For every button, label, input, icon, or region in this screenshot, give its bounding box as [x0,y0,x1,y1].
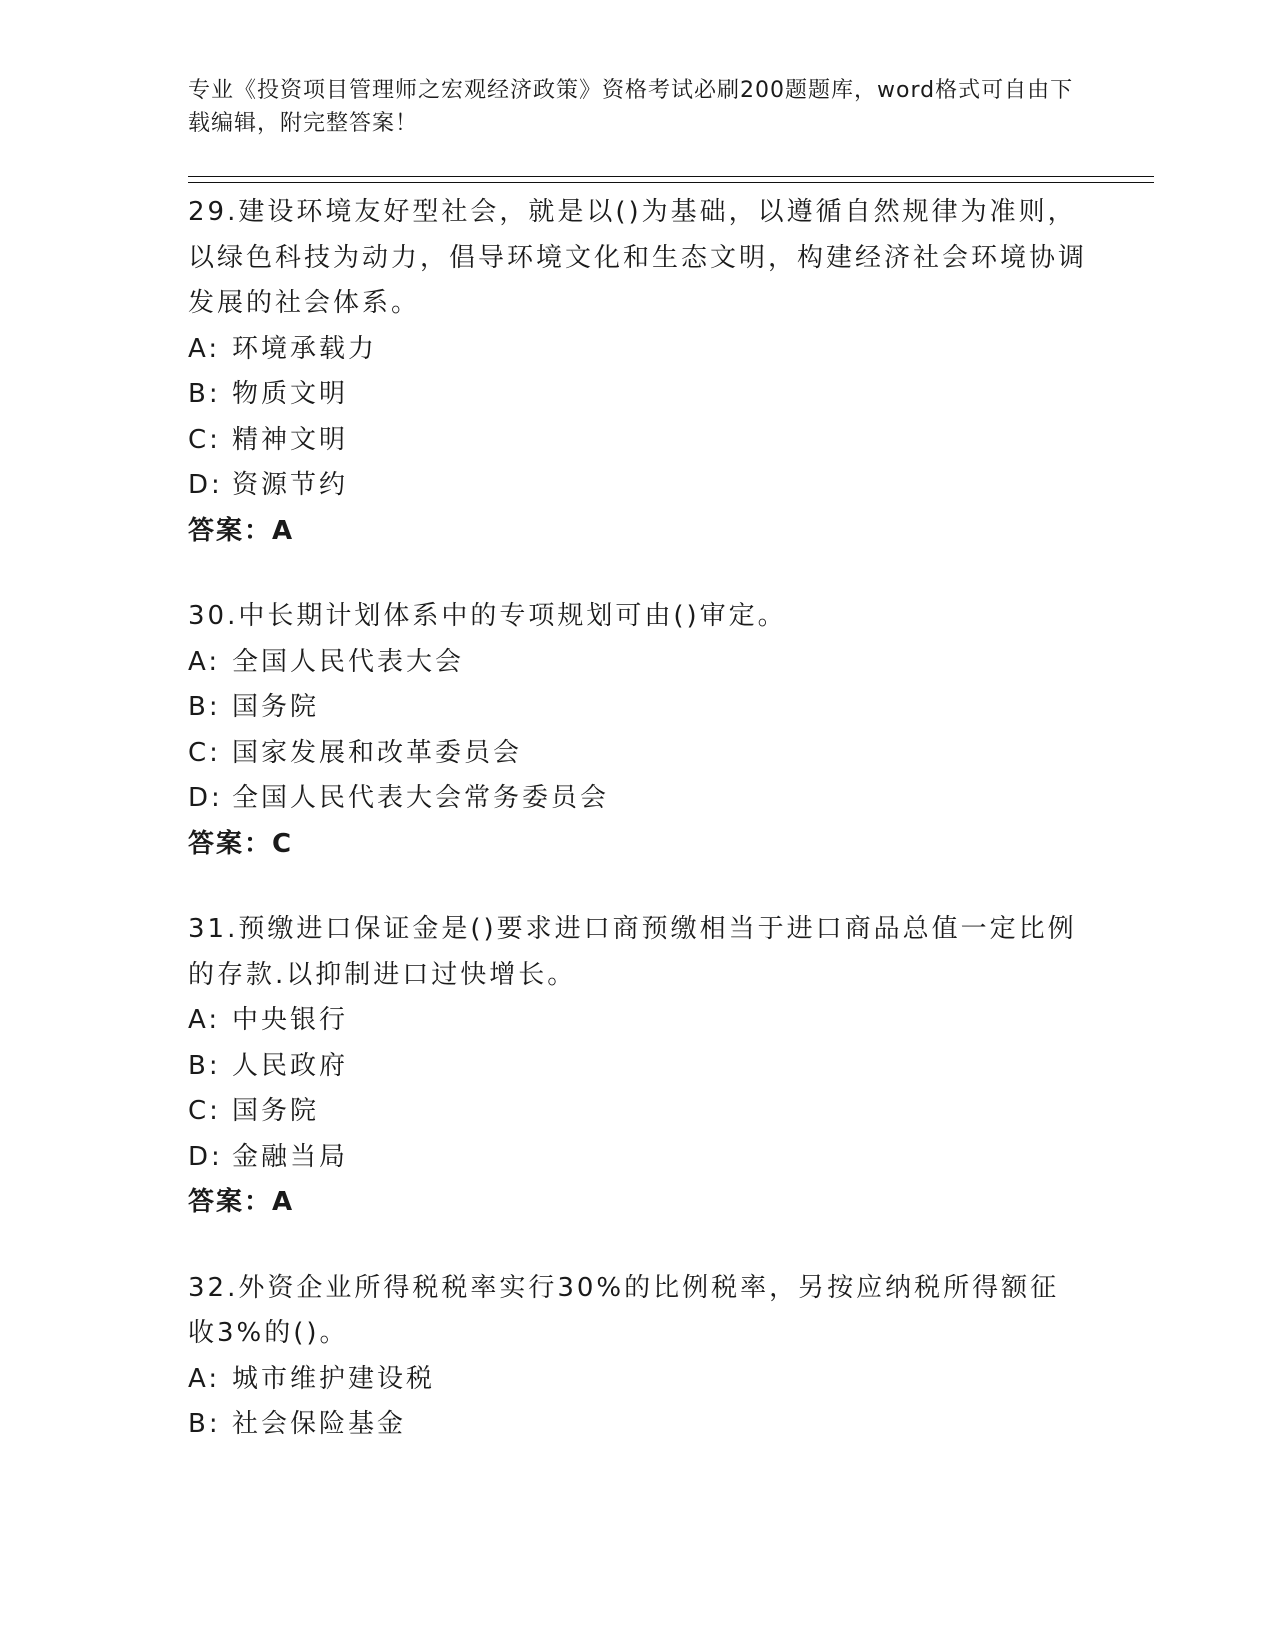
option-text: 环境承载力 [232,333,378,364]
option-b [188,1402,1088,1448]
option-text: 金融当局 [232,1141,349,1172]
option-text: 国务院 [232,1096,320,1126]
question-31 [188,907,1088,1226]
option-c [188,731,1088,777]
option-key: C: [188,1096,221,1126]
option-text: 全国人民代表大会常务委员会 [232,783,610,813]
option-text: 城市维护建设税 [232,1363,436,1394]
header-divider-bottom [188,182,1154,183]
option-text: 中央银行 [232,1005,349,1035]
option-d [188,463,1088,509]
option-text: 精神文明 [232,424,349,455]
option-text: 国家发展和改革委员会 [232,737,523,768]
question-stem: 29.建设环境友好型社会，就是以()为基础，以遵循自然规律为准则，以绿色科技为动力，倡导环境文化和生态文明，构建经济社会环境协调发展的社会体系。 [188,197,1088,318]
option-key: C: [188,737,221,768]
option-key: D: [188,1141,223,1172]
option-c [188,418,1088,464]
question-stem: 32.外资企业所得税税率实行30%的比例税率，另按应纳税所得额征收3%的()。 [188,1272,1060,1348]
option-text: 全国人民代表大会 [232,646,465,677]
option-b [188,372,1088,418]
option-a [188,1357,1088,1403]
answer-line: 答案：A [188,515,295,546]
option-key: A: [188,333,221,364]
question-list [188,190,1088,1488]
option-b [188,685,1088,731]
option-a [188,998,1088,1044]
option-text: 国务院 [232,692,320,722]
option-a [188,327,1088,373]
option-key: B: [188,379,221,409]
option-text: 社会保险基金 [232,1409,407,1439]
option-key: B: [188,1050,221,1081]
option-key: D: [188,470,223,500]
option-a [188,640,1088,686]
question-32 [188,1266,1088,1448]
option-key: A: [188,1005,221,1035]
header-divider-top [188,176,1154,177]
option-c [188,1089,1088,1135]
option-key: B: [188,1409,221,1439]
question-30 [188,594,1088,867]
option-text: 人民政府 [232,1050,349,1081]
option-d [188,776,1088,822]
answer-line: 答案：A [188,1187,295,1217]
answer-line: 答案：C [188,828,294,859]
option-key: D: [188,783,223,813]
option-text: 资源节约 [232,470,349,500]
option-d [188,1135,1088,1181]
option-text: 物质文明 [232,379,349,409]
option-key: B: [188,692,221,722]
option-key: A: [188,1363,221,1394]
option-b [188,1044,1088,1090]
question-stem: 31.预缴进口保证金是()要求进口商预缴相当于进口商品总值一定比例的存款.以抑制进口过快增长。 [188,914,1077,990]
question-29 [188,190,1088,554]
option-key: A: [188,646,221,677]
document-header: 专业《投资项目管理师之宏观经济政策》资格考试必刷200题题库，word格式可自由下载编辑，附完整答案！ [188,78,1074,136]
option-key: C: [188,424,221,455]
question-stem: 30.中长期计划体系中的专项规划可由()审定。 [188,601,787,631]
